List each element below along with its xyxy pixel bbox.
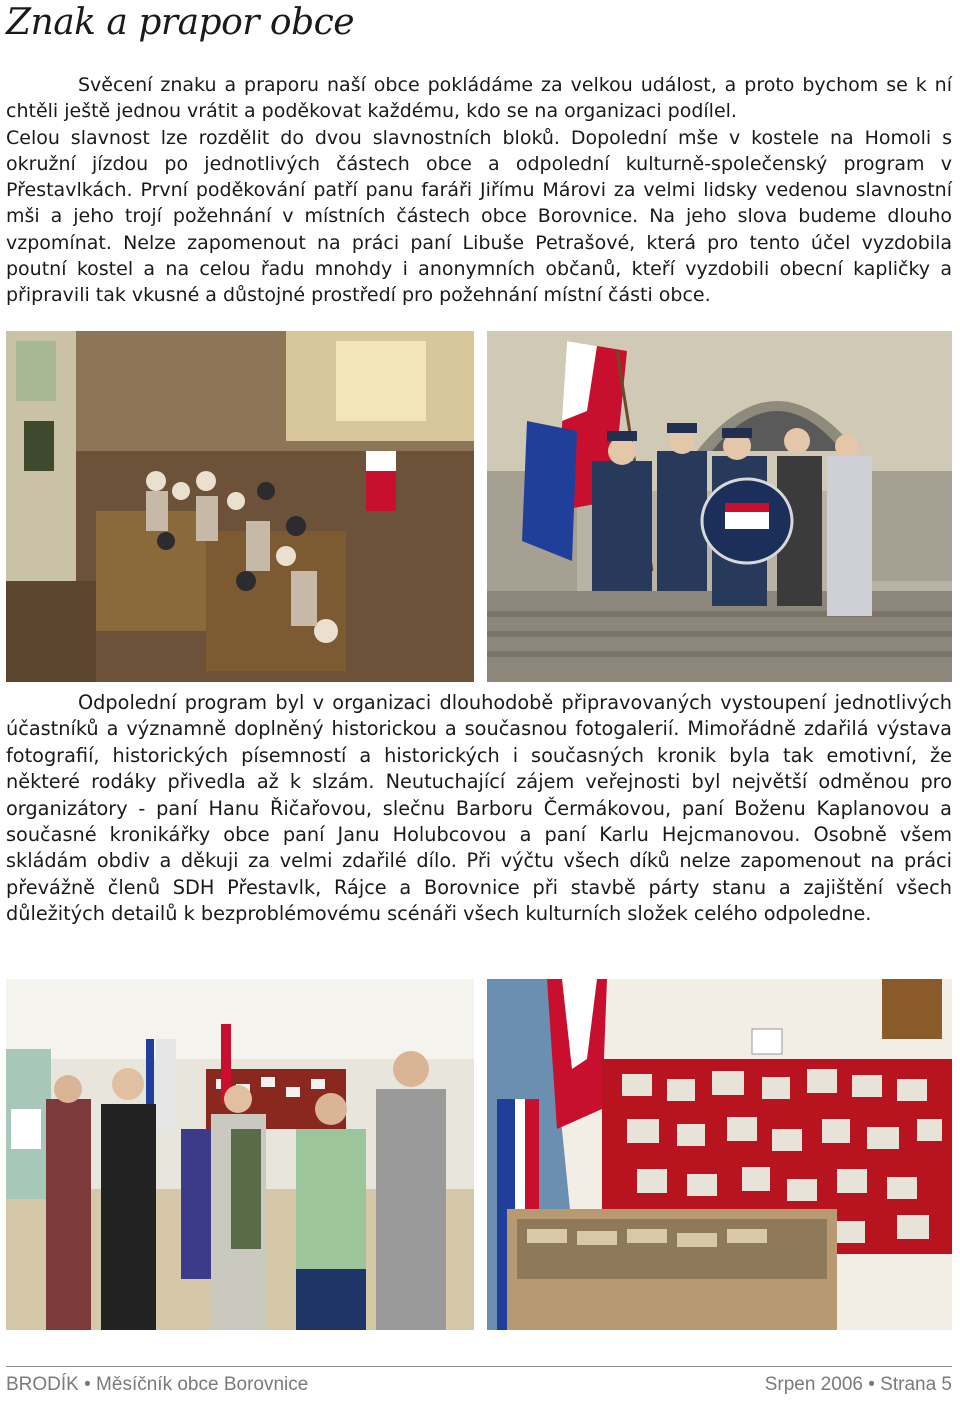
exhibition-board-photo — [487, 979, 952, 1330]
footer-rule — [6, 1366, 952, 1367]
church-mass-photo — [6, 331, 474, 682]
footer-publication: BRODÍK • Měsíčník obce Borovnice — [6, 1374, 309, 1395]
intro-paragraph-1: Svěcení znaku a praporu naší obce pokládáme za velkou událost, a proto bychom se k ní chtěli ještě jednou vrátit a poděkovat každému, kdo se na organizaci podílel. — [6, 74, 952, 123]
footer-page-info: Srpen 2006 • Strana 5 — [764, 1374, 952, 1395]
exhibition-visitors-photo — [6, 979, 474, 1330]
article-title: Znak a prapor obce — [6, 2, 355, 43]
afternoon-paragraph: Odpolední program byl v organizaci dlouhodobě připravovaných vystoupení jednotlivých účastníků a významně doplněný historickou a současnou fotogalerií. Mimořádně zdařilá výstava fotografií, historických písemností a historických i současných kronik byla tak emotivní, že některé rodáky přivedla až k slzám. Neutuchající zájem veřejnosti byl největší odměnou pro organizátory - paní Hanu Řičařovou, slečnu Barboru Čermákovou, paní Boženu Kaplanovou a současné kronikářky obce paní Janu Holubcovou a paní Karlu Hejcmanovou. Osobně všem skládám obdiv a děkuji za velmi zdařilé dílo. Při výčtu všech díků nelze zapomenout na práci převážně členů SDH Přestavlk, Rájce a Borovnice při stavbě párty stanu a zajištění všech důležitých detailů k bezproblémovému scénáři všech kulturních složek celého odpoledne. — [6, 691, 952, 926]
flag-bearers-photo — [487, 331, 952, 682]
intro-paragraph-2: Celou slavnost lze rozdělit do dvou slavnostních bloků. Dopolední mše v kostele na Homoli s okružní jízdou po jednotlivých částech obce a odpolední kulturně-společenský program v Přestavlkách. První poděkování patří panu faráři Jiřímu Márovi za velmi lidsky vedenou slavnostní mši a jeho trojí požehnání v místních částech obce Borovnice. Na jeho slova budeme dlouho vzpomínat. Nelze zapomenout na práci paní Libuše Petrašové, která pro tento účel vyzdobila poutní kostel a na celou řadu mnohdy i anonymních občanů, kteří vyzdobili obecní kapličky a připravili tak vkusné a důstojné prostředí pro požehnání místní části obce. — [6, 126, 952, 307]
intro-text — [6, 72, 952, 309]
afternoon-text — [6, 690, 952, 928]
